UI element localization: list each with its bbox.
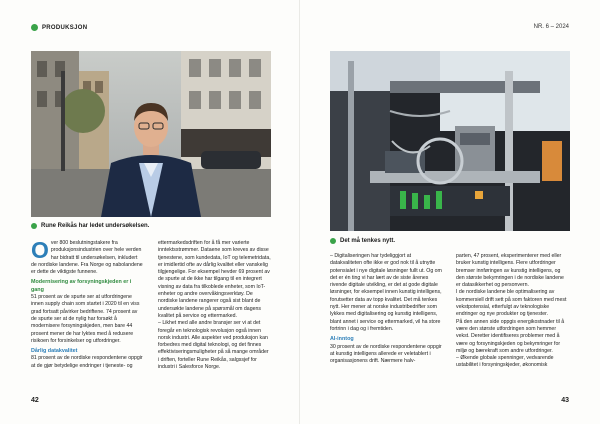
paragraph-tensions: – Økende globale spenninger, vedvarende ustabilitet i forsyningskjeder, økonomisk — [456, 355, 554, 369]
portrait-photo — [31, 51, 271, 217]
caption-dot-icon — [31, 223, 37, 229]
right-column-2 — [456, 253, 569, 370]
issue-label: NR. 6 – 2024 — [533, 24, 569, 30]
section-header — [31, 24, 87, 31]
paragraph-quote: – Likhet med alle andre bransjer ser vi at det foregår en teknologisk revolusjon også innen norsk industri. Alle aspekter ved produksjon kan forbedres med digital teknologi, og det finnes effektiviseringsmuligheter på så mange områder i driften, forteller Rune Reikås, salgssjef for industri i Salesforce Norge. — [158, 320, 269, 371]
dropcap-letter: O — [31, 237, 49, 263]
intro-paragraph — [31, 237, 144, 276]
caption-dot-icon-right — [330, 238, 336, 244]
paragraph-ai-adoption: parten, 47 prosent, eksperimenterer med eller bruker kunstig intelligens. Flere utfordringer bremser innføringen av kunstig intelligens, og den største bekymringen i de nordiske landene er datasikkerhet og personvern. — [456, 253, 564, 289]
section-dot-icon — [31, 24, 38, 31]
photo-caption — [31, 223, 149, 229]
page-number-right: 43 — [561, 397, 569, 404]
machine-photo — [330, 51, 570, 231]
subheading-data-quality: Dårlig datakvalitet — [31, 348, 78, 355]
left-column-2 — [158, 240, 271, 371]
paragraph-aftermarket: ettermarkedsdriften for å få mer varierte inntektsstrømmer. Dataene som kreves av disse tjenestene, som kundedata, IoT og telemetridata, er imidlertid ofte av dårlig kvalitet eller vanskelig tilgjengelige. For eksempel hevder 69 prosent av de spurte at de ikke har tilgang til en integrert visning av data fra tilkoblede enheter, som IoT-enheter og andre overvåkingsverktøy. De nordiske landene rangerer også sist blant de undersøkte landene på spørsmål om dagens kvalitet på service og ettermarked. — [158, 240, 271, 319]
paragraph-data-quality: 81 prosent av de nordiske respondentene oppgir at de gjør betydelige endringer i tjeneste- og — [31, 355, 143, 369]
right-page — [300, 0, 600, 424]
paragraph-supply-chain: 51 prosent av de spurte ser at utfordringene innen supply chain som startet i 2020 til en viss grad fortsatt påvirker bedriftene. 74 prosent av de spurte ser at de nylig har forsøkt å modernisere forsyningskjeden, men bare 44 prosent mener de har lyktes med å redusere risikoen for forsinkelser og utfordringer. — [31, 294, 140, 344]
photo-caption-right — [330, 238, 395, 244]
caption-text-right: Det må tenkes nytt. — [340, 238, 396, 244]
paragraph-growth: I de nordiske landene ble optimalisering av kommersiell drift sett på som faktoren med mest vekstpotensial, etterfulgt av teknologiske endringer og nye produkter og tjenester. — [456, 289, 567, 318]
page-number-left: 42 — [31, 397, 39, 404]
intro-text: ver 800 beslutningstakere fra produksjonsindustrien over hele verden har bidratt til undersøkelsen, inkludert de nordiske landene. Fra Norge og nabolandene er dette de viktigste funnene. — [31, 240, 143, 276]
paragraph-data-potential: – Digitaliseringen har tydeliggjort at datakvaliteten ofte ikke er god nok til å utnytte potensialet i nye digitale løsninger fullt ut. Og om det er én ting vi har lært av de siste årenes rivende digitale utvikling, er det at gode digitale løsninger, for eksempel innen kunstig intelligens, forutsetter data av topp kvalitet. Det må tenkes nytt. Her mener at norske industribedrifter som lykkes med digitalisering og kunstig intelligens, blant annet i service og ettermarked, vil ha store fortrinn i dag og i fremtiden. — [330, 253, 442, 332]
subheading-supply-chain: Modernisering av forsyningskjeden er i gang — [31, 279, 132, 293]
section-label: PRODUKSJON — [42, 24, 88, 31]
paragraph-energy: På den annen side oppgis energikostnader til å være den største utfordringen som hemmer vekst. Deretter identifiseres problemer med å være og forsyningskjeden og bekymringer for miljø og bærekraft som andre utfordringer. — [456, 318, 565, 354]
subheading-ai: AI-inntog — [330, 336, 354, 343]
portrait-photo-graphic — [31, 51, 271, 217]
paragraph-ai: 30 prosent av de nordiske respondentene oppgir at kunstig intelligens allerede er veletablert i organisasjonens drift. Nærmere halv- — [330, 343, 442, 365]
left-column-1 — [31, 237, 144, 370]
caption-text: Rune Reikås har ledet undersøkelsen. — [41, 223, 150, 229]
right-column-1 — [330, 253, 443, 365]
machine-photo-graphic — [330, 51, 570, 231]
